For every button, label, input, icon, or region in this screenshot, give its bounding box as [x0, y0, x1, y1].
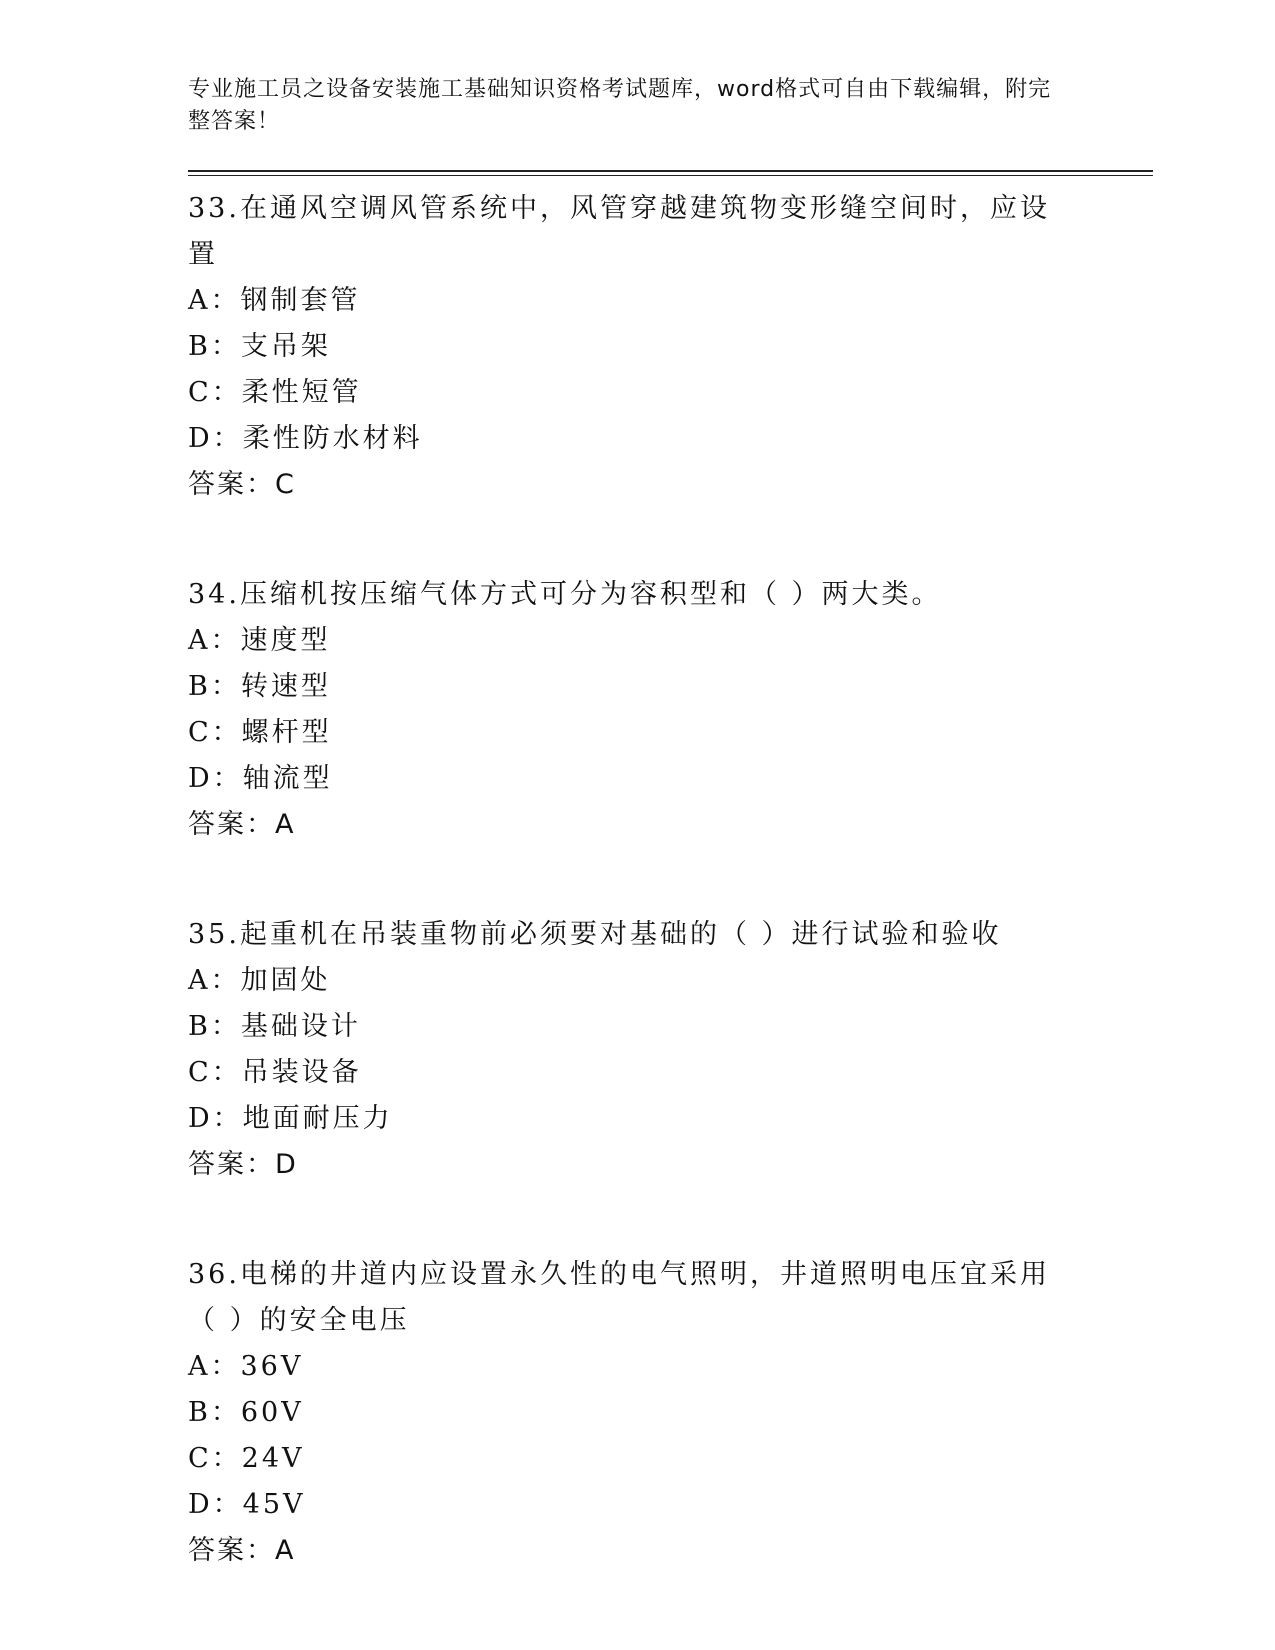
question-34: [188, 572, 1153, 848]
option-a: A：速度型: [188, 625, 331, 656]
option-c: C：吊装设备: [188, 1057, 362, 1088]
option-c: C：螺杆型: [188, 717, 332, 748]
option-d: D：地面耐压力: [188, 1103, 393, 1134]
answer: 答案：A: [188, 809, 296, 840]
question-stem: 33.在通风空调风管系统中，风管穿越建筑物变形缝空间时，应设置: [188, 193, 1050, 270]
answer: 答案：A: [188, 1535, 296, 1566]
option-a: A：36V: [188, 1351, 304, 1382]
option-b: B：60V: [188, 1397, 304, 1428]
option-b: B：转速型: [188, 671, 331, 702]
question-35: [188, 912, 1153, 1188]
option-b: B：支吊架: [188, 331, 331, 362]
question-stem: 35.起重机在吊装重物前必须要对基础的（ ）进行试验和验收: [188, 919, 1002, 950]
option-c: C：柔性短管: [188, 377, 362, 408]
question-36: [188, 1252, 1153, 1574]
option-a: A：钢制套管: [188, 285, 361, 316]
document-page: [188, 74, 1153, 1574]
answer: 答案：D: [188, 1149, 298, 1180]
option-c: C：24V: [188, 1443, 305, 1474]
question-stem: 36.电梯的井道内应设置永久性的电气照明，井道照明电压宜采用（ ）的安全电压: [188, 1259, 1050, 1336]
header-divider: [188, 170, 1153, 176]
document-header: 专业施工员之设备安装施工基础知识资格考试题库，word格式可自由下载编辑，附完整答案！: [188, 77, 1052, 134]
option-d: D：45V: [188, 1489, 306, 1520]
option-a: A：加固处: [188, 965, 331, 996]
option-d: D：柔性防水材料: [188, 423, 423, 454]
option-d: D：轴流型: [188, 763, 333, 794]
option-b: B：基础设计: [188, 1011, 361, 1042]
answer: 答案：C: [188, 469, 296, 500]
question-33: [188, 186, 1153, 508]
question-stem: 34.压缩机按压缩气体方式可分为容积型和（ ）两大类。: [188, 579, 942, 610]
